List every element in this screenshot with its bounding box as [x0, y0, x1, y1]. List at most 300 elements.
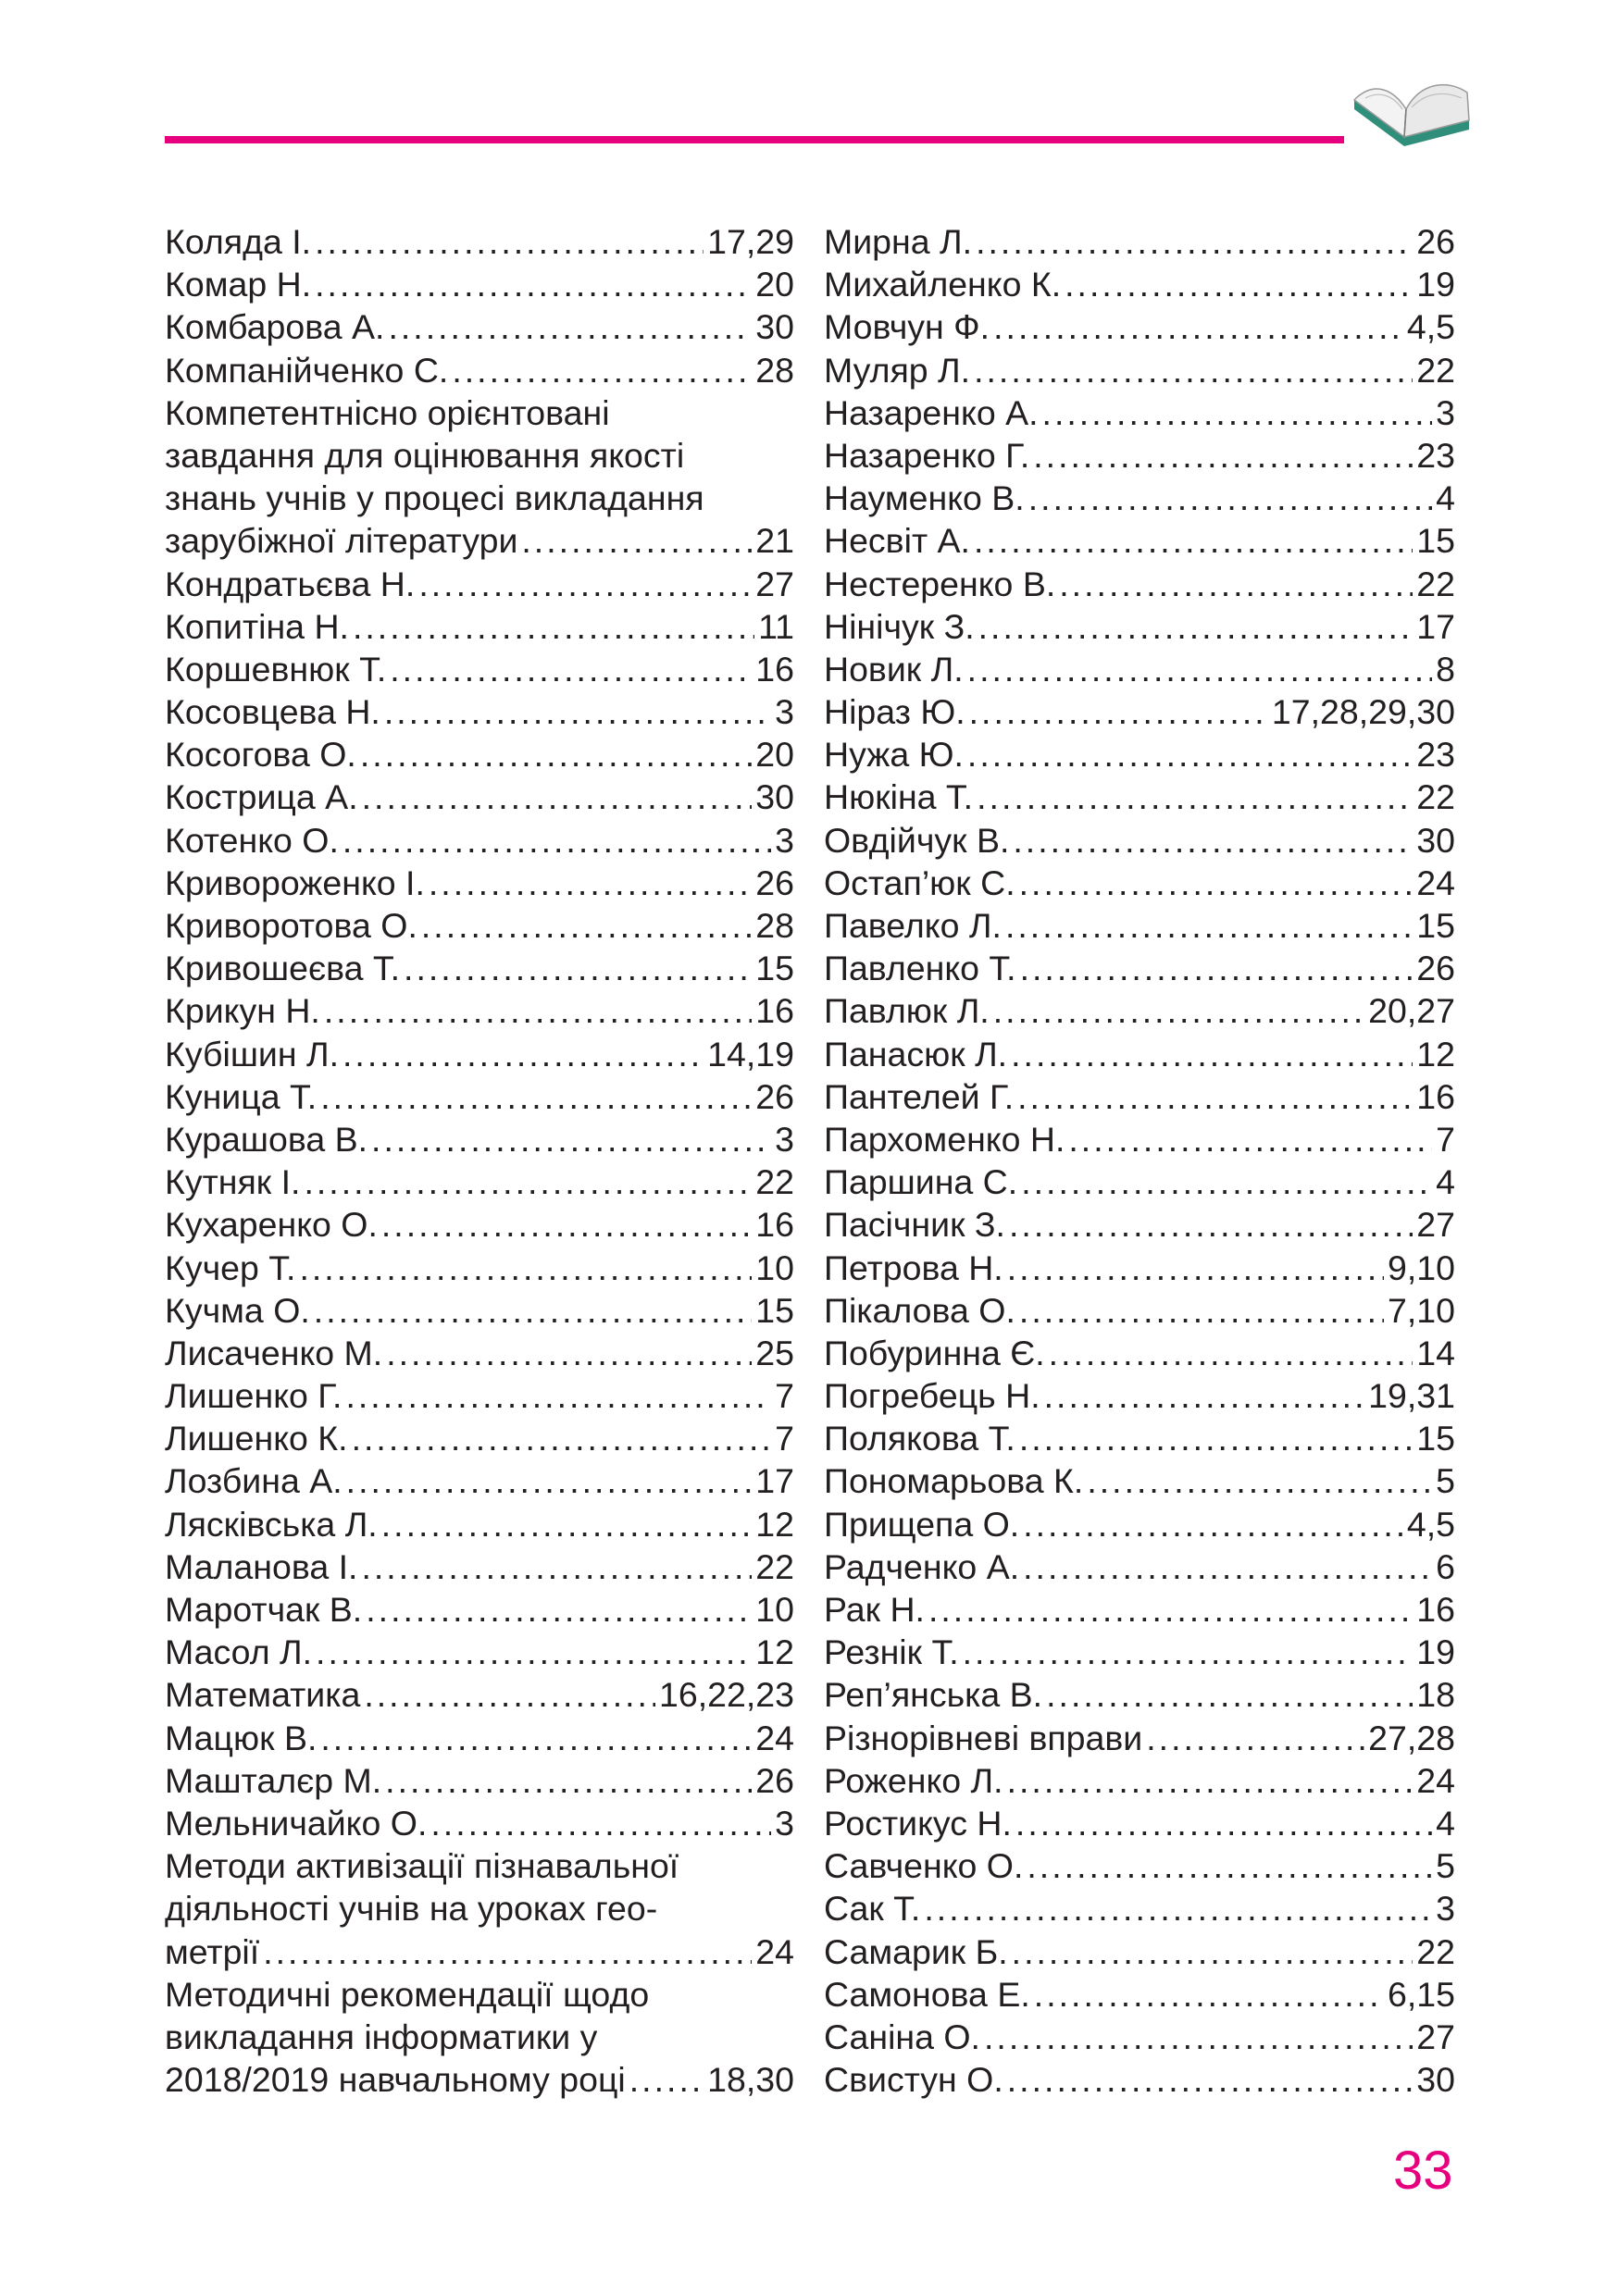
index-entry-page: 30	[1416, 2060, 1455, 2100]
index-entry-page: 26	[1416, 222, 1455, 261]
dot-leader	[324, 989, 752, 1032]
index-entry-page: 26	[755, 863, 794, 902]
dot-leader	[993, 305, 1403, 348]
index-entry-page: 4	[1436, 478, 1455, 518]
index-entry	[824, 1844, 1455, 1887]
dot-leader	[388, 305, 752, 348]
index-entry-page: 10	[755, 1247, 794, 1287]
dot-leader	[974, 349, 1413, 391]
dot-leader	[304, 1160, 752, 1203]
index-entry-text-line: Компетентнісно орієнтовані	[165, 392, 610, 432]
index-entry-text-line: завдання для оцінювання якості	[165, 435, 685, 475]
index-entry-name: Копитіна Н.	[165, 606, 349, 646]
index-entry-page: 3	[775, 1803, 794, 1843]
index-entry-page: 15	[1416, 521, 1455, 561]
index-entry	[824, 263, 1455, 305]
index-entry-page: 24	[1416, 1760, 1455, 1800]
dot-leader	[1059, 563, 1413, 605]
index-entry-name: Самарик Б.	[824, 1931, 1008, 1971]
index-entry-page: 6,15	[1388, 1974, 1455, 2014]
dot-leader	[1028, 477, 1432, 519]
index-entry-name: Погребець Н.	[824, 1376, 1040, 1416]
index-entry-text-line: Методи активізації пізнавальної	[165, 1846, 679, 1886]
index-entry	[824, 1160, 1455, 1203]
index-entry-name: Косовцева Н.	[165, 692, 380, 732]
index-entry-name: Компанійченко С.	[165, 350, 449, 390]
index-entry-page: 27	[1416, 2017, 1455, 2056]
index-entry-name: Кривошеєва Т.	[165, 949, 401, 988]
index-entry	[824, 862, 1455, 904]
index-entry-page: 15	[1416, 1419, 1455, 1458]
index-entry-name: Мирна Л.	[824, 222, 973, 261]
index-entry-page: 15	[755, 1290, 794, 1330]
index-entry-name: Мовчун Ф.	[824, 307, 990, 347]
dot-leader	[974, 519, 1413, 562]
index-entry	[824, 1203, 1455, 1246]
index-entry	[165, 305, 794, 348]
index-entry-name: Павленко Т.	[824, 949, 1016, 988]
dot-leader	[521, 519, 752, 562]
index-entry-page: 5	[1436, 1846, 1455, 1886]
index-column-right	[824, 220, 1455, 2101]
index-entry	[165, 1930, 794, 1973]
index-entry-page: 15	[1416, 906, 1455, 945]
dot-leader	[315, 263, 752, 305]
index-entry-name: Побуринна Є.	[824, 1333, 1045, 1372]
index-entry	[824, 690, 1455, 733]
index-entry-text-line: викладання інформатики у	[165, 2017, 598, 2056]
index-entry-page: 12	[1416, 1034, 1455, 1074]
index-entry-name: Пархоменко Н.	[824, 1119, 1065, 1159]
index-entry-name: Нужа Ю.	[824, 735, 964, 775]
index-entry-name: Нестеренко В.	[824, 564, 1056, 603]
index-entry-name: Ростикус Н.	[824, 1803, 1012, 1843]
dot-leader	[1020, 947, 1414, 989]
index-entry	[165, 947, 794, 989]
index-column-left	[165, 220, 794, 2101]
index-entry-name: Павелко Л.	[824, 906, 1002, 945]
index-entry-name: Резнік Т.	[824, 1632, 959, 1672]
dot-leader	[1011, 1033, 1413, 1075]
index-entry-name: Мацюк В.	[165, 1718, 318, 1757]
dot-leader	[1021, 1160, 1432, 1203]
index-entry	[824, 1374, 1455, 1417]
index-entry-name: Курашова В.	[165, 1119, 368, 1159]
index-entry-page: 23	[1416, 735, 1455, 775]
index-entry-name: Машталєр М.	[165, 1760, 382, 1800]
index-entry	[824, 1118, 1455, 1160]
index-entry-name: Кострица А.	[165, 777, 358, 817]
dot-leader	[1034, 1973, 1384, 2016]
index-entry-page: 3	[1436, 392, 1455, 432]
dot-leader	[315, 220, 704, 263]
dot-leader	[1023, 1503, 1403, 1545]
index-entry-text-line: діяльності учнів на уроках гео-	[165, 1889, 658, 1929]
index-entry	[824, 1247, 1455, 1289]
index-entry-page: 19	[1416, 265, 1455, 304]
index-entry-name: Сак Т.	[824, 1889, 921, 1929]
index-entry	[824, 305, 1455, 348]
index-entry-page: 17,28,29,30	[1271, 692, 1455, 732]
dot-leader	[993, 989, 1364, 1032]
index-entry	[824, 1332, 1455, 1374]
dot-leader	[314, 1289, 753, 1332]
index-entry	[824, 819, 1455, 862]
index-entry-page: 14	[1416, 1333, 1455, 1372]
index-entry-name: Куница Т.	[165, 1076, 318, 1116]
index-entry-page: 27,28	[1368, 1718, 1455, 1757]
index-entry-name: Кучма О.	[165, 1290, 310, 1330]
index-entry-name: Муляр Л.	[824, 350, 971, 390]
dot-leader	[1068, 1118, 1432, 1160]
dot-leader	[969, 690, 1268, 733]
dot-leader	[1027, 1844, 1432, 1887]
index-entry	[165, 862, 794, 904]
index-entry-page: 25	[755, 1333, 794, 1372]
index-entry-name: Самонова Е.	[824, 1974, 1030, 2014]
index-entry-name: Лясківська Л.	[165, 1504, 378, 1544]
index-entry-name: Роженко Л.	[824, 1760, 1003, 1800]
index-entry	[824, 989, 1455, 1032]
index-entry	[165, 1631, 794, 1673]
index-entry	[824, 1545, 1455, 1588]
index-entry-page: 24	[1416, 863, 1455, 902]
index-entry-page: 26	[755, 1076, 794, 1116]
index-entry	[165, 776, 794, 818]
dot-leader	[629, 2058, 704, 2101]
index-entry	[165, 648, 794, 690]
index-entry-name: Овдійчук В.	[824, 820, 1010, 860]
index-entry-name: зарубіжної літератури	[165, 521, 518, 561]
index-entry-page: 26	[1416, 949, 1455, 988]
dot-leader	[404, 947, 752, 989]
index-entry-page: 26	[755, 1760, 794, 1800]
index-entry-name: Коляда І.	[165, 222, 312, 261]
dot-leader	[976, 220, 1413, 263]
index-entry-page: 20,27	[1368, 991, 1455, 1031]
index-entry-name: Пасічник З.	[824, 1205, 1005, 1245]
dot-leader	[1019, 1417, 1413, 1459]
index-entry	[165, 1717, 794, 1759]
index-entry-page: 3	[775, 820, 794, 860]
index-entry-page: 7	[775, 1376, 794, 1416]
index-entry-page: 23	[1416, 435, 1455, 475]
dot-leader	[381, 1203, 752, 1246]
index-entry-page: 7	[775, 1419, 794, 1458]
index-entry-page: 17	[1416, 606, 1455, 646]
dot-leader	[1013, 819, 1413, 862]
dot-leader	[384, 690, 771, 733]
index-entry	[824, 434, 1455, 477]
index-entry-name: Кутняк І.	[165, 1162, 301, 1202]
dot-leader	[1049, 1332, 1414, 1374]
index-entry	[824, 733, 1455, 776]
index-entry-name: Петрова Н.	[824, 1247, 1003, 1287]
dot-leader	[1012, 1930, 1414, 1973]
index-entry-page: 22	[1416, 777, 1455, 817]
dot-leader	[1007, 1247, 1384, 1289]
dot-leader	[1007, 1759, 1414, 1802]
index-entry	[165, 263, 794, 305]
index-entry	[165, 819, 794, 862]
index-entry	[165, 1203, 794, 1246]
index-entry-page: 4,5	[1406, 307, 1455, 347]
index-entry-name: Мельничайко О.	[165, 1803, 428, 1843]
index-entry-page: 16	[1416, 1076, 1455, 1116]
index-entry-name: Пікалова О.	[824, 1290, 1015, 1330]
index-entry-page: 14,19	[707, 1034, 794, 1074]
index-entry	[824, 605, 1455, 648]
index-entry-page: 3	[1436, 1889, 1455, 1929]
dot-leader	[1005, 904, 1413, 947]
index-entry-name: Маротчак В.	[165, 1590, 363, 1629]
index-entry-page: 30	[755, 777, 794, 817]
index-entry-name: Савченко О.	[824, 1846, 1024, 1886]
index-entry-page: 7	[1436, 1119, 1455, 1159]
index-entry-name: Коршевнюк Т.	[165, 649, 387, 689]
index-entry	[165, 904, 794, 947]
index-entry-page: 16	[755, 649, 794, 689]
dot-leader	[342, 819, 771, 862]
index-entry	[165, 2058, 794, 2101]
dot-leader	[1009, 1203, 1413, 1246]
index-entry-page: 10	[755, 1590, 794, 1629]
index-entry-page: 22	[1416, 350, 1455, 390]
index-entry-page: 4,5	[1406, 1504, 1455, 1544]
index-entry-page: 16	[755, 1205, 794, 1245]
index-entry-name: Кучер Т.	[165, 1247, 296, 1287]
index-entry	[165, 1673, 794, 1716]
index-entry	[165, 349, 794, 391]
index-entry-name: Кондратьєва Н.	[165, 564, 416, 603]
index-entry-name: Нюкіна Т.	[824, 777, 974, 817]
index-entry	[824, 648, 1455, 690]
index-entry-page: 21	[755, 521, 794, 561]
dot-leader	[1017, 1075, 1413, 1118]
dot-leader	[360, 733, 752, 776]
index-entry-page: 19,31	[1368, 1376, 1455, 1416]
dot-leader	[362, 776, 753, 818]
dot-leader	[1015, 1802, 1432, 1844]
dot-leader	[977, 776, 1413, 818]
index-entry-page: 12	[755, 1504, 794, 1544]
index-entry	[824, 2058, 1455, 2101]
index-entry-name: Несвіт А.	[824, 521, 970, 561]
index-entry-page: 12	[755, 1632, 794, 1672]
index-entry-name: Реп’янська В.	[824, 1675, 1043, 1715]
index-entry	[824, 563, 1455, 605]
index-entry-name: метрії	[165, 1931, 260, 1971]
index-entry	[824, 1459, 1455, 1502]
dot-leader	[316, 1631, 752, 1673]
dot-leader	[978, 605, 1414, 648]
index-entry-name: Прищепа О.	[824, 1504, 1020, 1544]
index-entry-name: Комар Н.	[165, 265, 312, 304]
dot-leader	[390, 648, 752, 690]
index-entry-page: 8	[1436, 649, 1455, 689]
index-entry	[165, 1075, 794, 1118]
index-entry	[824, 1973, 1455, 2016]
dot-leader	[928, 1588, 1413, 1631]
dot-leader	[385, 1759, 752, 1802]
header-rule	[165, 136, 1344, 143]
dot-leader	[429, 862, 752, 904]
dot-leader	[386, 1332, 752, 1374]
index-entry-name: Різнорівневі вправи	[824, 1718, 1143, 1757]
dot-leader	[1019, 1289, 1384, 1332]
index-entry-page: 16	[755, 991, 794, 1031]
dot-leader	[371, 1118, 771, 1160]
index-entry	[824, 1075, 1455, 1118]
index-entry-name: Лишенко Г.	[165, 1376, 342, 1416]
index-entry-name: Косогова О.	[165, 735, 356, 775]
index-entry	[824, 1673, 1455, 1716]
index-entry	[824, 904, 1455, 947]
index-entry	[165, 1289, 794, 1332]
index-entry-page: 20	[755, 735, 794, 775]
index-entry-name: Пантелей Г.	[824, 1076, 1015, 1116]
dot-leader	[963, 1631, 1414, 1673]
index-entry-page: 27	[1416, 1205, 1455, 1245]
index-entry	[824, 1289, 1455, 1332]
index-entry-page: 22	[755, 1546, 794, 1586]
index-entry-text-line: знань учнів у процесі викладання	[165, 478, 704, 518]
dot-leader	[381, 1503, 753, 1545]
index-entry-page: 19	[1416, 1632, 1455, 1672]
index-entry-page: 17,29	[707, 222, 794, 261]
index-entry-page: 6	[1436, 1546, 1455, 1586]
index-entry	[165, 1417, 794, 1459]
index-entry	[165, 1802, 794, 1844]
index-entry-name: Криворотова О.	[165, 906, 417, 945]
index-entry-page: 18	[1416, 1675, 1455, 1715]
dot-leader	[364, 1673, 655, 1716]
index-entry-page: 16	[1416, 1590, 1455, 1629]
index-entry-page: 9,10	[1388, 1247, 1455, 1287]
dot-leader	[320, 1075, 752, 1118]
index-entry-page: 15	[755, 949, 794, 988]
index-entry	[165, 1160, 794, 1203]
index-entry-page: 30	[1416, 820, 1455, 860]
dot-leader	[1042, 391, 1433, 434]
index-entry	[165, 1759, 794, 1802]
index-entry-page: 20	[755, 265, 794, 304]
index-entry	[165, 733, 794, 776]
dot-leader	[430, 1802, 771, 1844]
index-entry	[824, 1759, 1455, 1802]
index-entry-name: Рак Н.	[824, 1590, 925, 1629]
index-entry-name: Маланова І.	[165, 1546, 358, 1586]
index-entry	[165, 1332, 794, 1374]
index-entry	[165, 1247, 794, 1289]
dot-leader	[352, 1417, 772, 1459]
dot-leader	[263, 1930, 752, 1973]
index-entry-name: Остап’юк С.	[824, 863, 1015, 902]
index-entry	[824, 1887, 1455, 1930]
index-entry	[165, 563, 794, 605]
dot-leader	[1044, 1374, 1365, 1417]
index-entry	[824, 391, 1455, 434]
dot-leader	[924, 1887, 1432, 1930]
index-entry	[824, 1417, 1455, 1459]
index-entry-name: Пономарьова К.	[824, 1461, 1084, 1501]
dot-leader	[1019, 862, 1414, 904]
index-entry	[165, 1459, 794, 1502]
index-entry-name: Назаренко Г.	[824, 435, 1030, 475]
dot-leader	[366, 1588, 752, 1631]
index-entry	[824, 947, 1455, 989]
index-entry-name: Ніраз Ю.	[824, 692, 965, 732]
index-entry-page: 3	[775, 1119, 794, 1159]
dot-leader	[361, 1545, 752, 1588]
dot-leader	[346, 1459, 753, 1502]
dot-leader	[342, 1033, 704, 1075]
index-entry-page: 24	[755, 1931, 794, 1971]
dot-leader	[1023, 1545, 1432, 1588]
index-entry-name: Масол Л.	[165, 1632, 313, 1672]
index-entry-page: 28	[755, 350, 794, 390]
index-entry-name: Свистун О.	[824, 2060, 1003, 2100]
dot-leader	[967, 733, 1413, 776]
index-entry	[824, 1717, 1455, 1759]
index-entry	[165, 1588, 794, 1631]
index-entry-page: 24	[755, 1718, 794, 1757]
index-entry-page: 3	[775, 692, 794, 732]
index-entry	[165, 1503, 794, 1545]
index-entry-page: 28	[755, 906, 794, 945]
index-entry-name: Крикун Н.	[165, 991, 320, 1031]
index-entry-name: Радченко А.	[824, 1546, 1020, 1586]
index-entry-page: 17	[755, 1461, 794, 1501]
index-entry-name: Кухаренко О.	[165, 1205, 378, 1245]
index-entry-name: Лишенко К.	[165, 1419, 348, 1458]
index-entry-page: 30	[755, 307, 794, 347]
dot-leader	[967, 648, 1432, 690]
index-entry	[824, 776, 1455, 818]
index-entry-name: Михайленко К.	[824, 265, 1062, 304]
index-entry-name: 2018/2019 навчальному році	[165, 2060, 626, 2100]
dot-leader	[452, 349, 752, 391]
index-entry	[824, 1033, 1455, 1075]
dot-leader	[1007, 2058, 1414, 2101]
index-entry-page: 11	[758, 606, 794, 646]
index-entry-name: Кривороженко І.	[165, 863, 425, 902]
index-entry-page: 4	[1436, 1803, 1455, 1843]
dot-leader	[984, 2016, 1413, 2058]
open-book-icon	[1347, 72, 1476, 165]
dot-leader	[1065, 263, 1413, 305]
index-entry-name: Нінічук З.	[824, 606, 975, 646]
index-entry-text-line: Методичні рекомендації щодо	[165, 1974, 650, 2014]
index-entry	[165, 1033, 794, 1075]
index-entry-name: Комбарова А.	[165, 307, 385, 347]
dot-leader	[418, 563, 752, 605]
index-entry	[824, 1802, 1455, 1844]
dot-leader	[1087, 1459, 1432, 1502]
index-entry-name: Котенко О.	[165, 820, 339, 860]
index-entry	[824, 220, 1455, 263]
index-entry	[824, 1503, 1455, 1545]
index-entry-name: Лисаченко М.	[165, 1333, 383, 1372]
dot-leader	[1146, 1717, 1364, 1759]
index-entry	[824, 349, 1455, 391]
index-entry	[165, 220, 794, 263]
index-entry	[165, 690, 794, 733]
index-entry-name: Лозбина А.	[165, 1461, 342, 1501]
dot-leader	[353, 605, 754, 648]
dot-leader	[421, 904, 752, 947]
dot-leader	[1033, 434, 1413, 477]
